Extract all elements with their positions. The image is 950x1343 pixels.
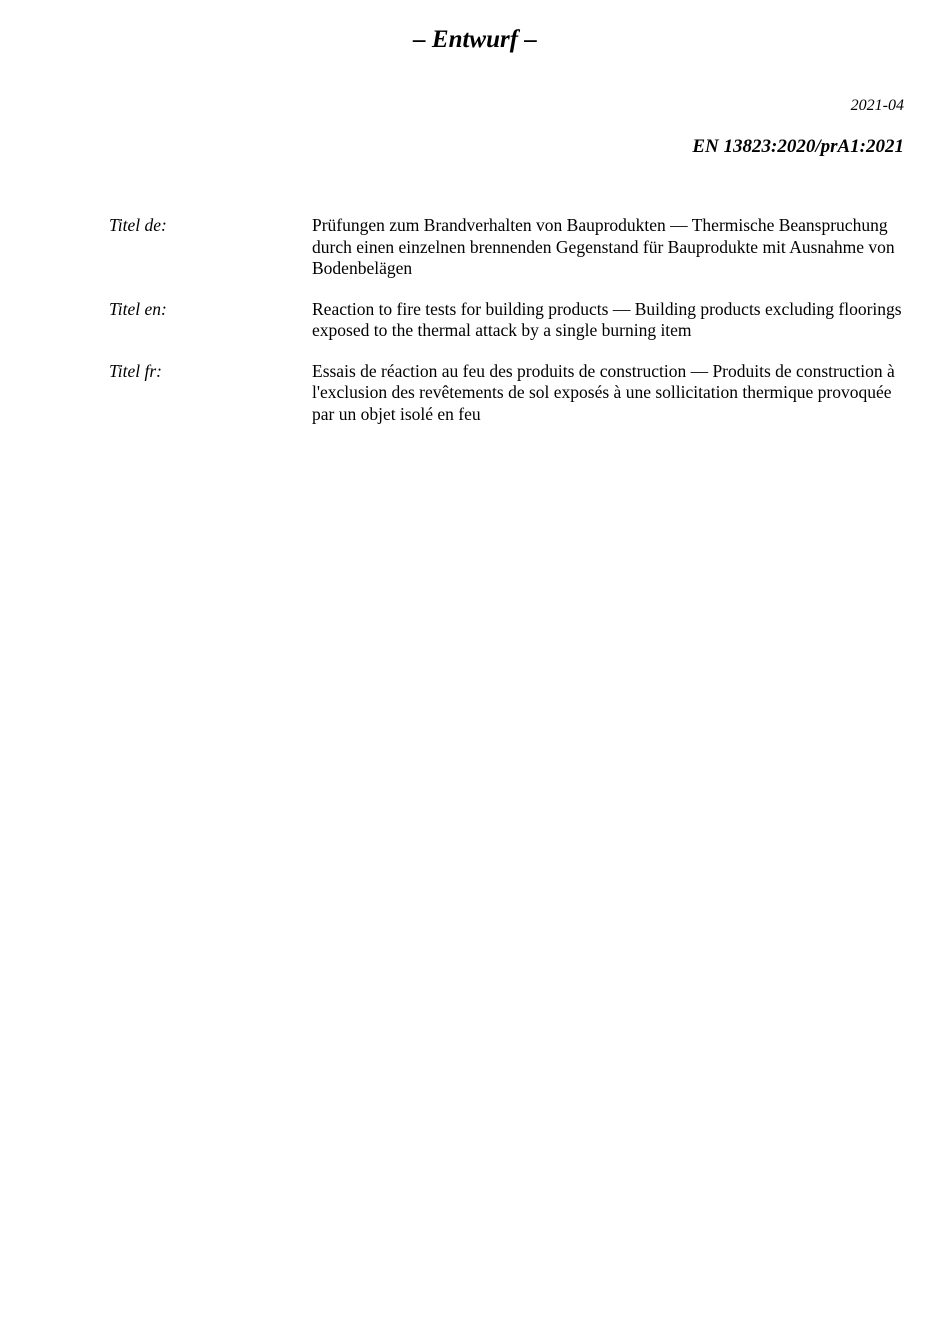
draft-label: – Entwurf – xyxy=(413,26,537,53)
title-text-fr: Essais de réaction au feu des produits de construction — Produits de construction à l'exclusion des revêtements de sol exposés à une sollicitation thermique provoquée par un objet isolé en feu xyxy=(312,360,895,424)
titles-block xyxy=(109,215,909,444)
title-row-en xyxy=(109,299,909,342)
title-row-de xyxy=(109,215,909,280)
standard-number: EN 13823:2020/prA1:2021 xyxy=(692,136,904,157)
title-label-en: Titel en: xyxy=(109,298,167,319)
title-label-de: Titel de: xyxy=(109,215,167,235)
title-text-en: Reaction to fire tests for building products — Building products excluding floorings exposed to the thermal attack by a single burning item xyxy=(312,298,902,340)
title-text-de: Prüfungen zum Brandverhalten von Bauprodukten — Thermische Beanspruchung durch einen einzelnen brennenden Gegenstand für Bauprodukte mit Ausnahme von Bodenbelägen xyxy=(312,215,895,278)
document-date: 2021-04 xyxy=(850,97,904,114)
title-label-fr: Titel fr: xyxy=(109,360,162,381)
title-row-fr xyxy=(109,361,909,426)
